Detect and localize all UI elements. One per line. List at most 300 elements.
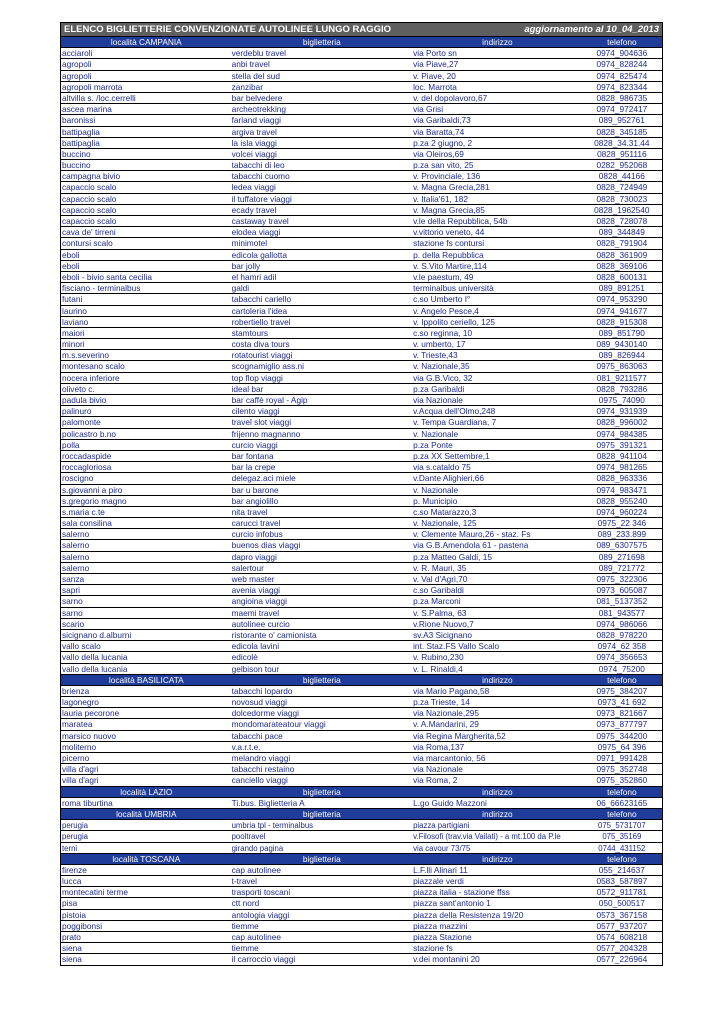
cell-address: via marcantonio, 56 bbox=[413, 753, 486, 763]
cell-phone: 089_952761 bbox=[598, 115, 645, 126]
cell-locality: laviano bbox=[62, 316, 89, 327]
header-locality: località TOSCANA bbox=[112, 853, 181, 864]
cell-locality: s.giovanni a piro bbox=[62, 484, 123, 495]
table-row bbox=[61, 731, 662, 742]
table-row bbox=[61, 417, 662, 428]
cell-phone: 0975_64 396 bbox=[597, 741, 647, 752]
cell-phone: 0744_431152 bbox=[598, 843, 646, 853]
cell-ticket-office: girando pagina bbox=[231, 843, 284, 853]
cell-phone: 089_233.899 bbox=[597, 529, 647, 540]
cell-locality: palomonte bbox=[62, 417, 101, 428]
cell-phone: 06_66623165 bbox=[596, 797, 648, 808]
cell-phone: 0282_952068 bbox=[596, 160, 648, 171]
table-row bbox=[61, 529, 662, 540]
cell-locality: capaccio scalo bbox=[62, 193, 117, 204]
cell-phone: 0577_937207 bbox=[596, 920, 648, 931]
cell-locality: sarno bbox=[62, 607, 83, 618]
cell-address: v. Val d'Agri,70 bbox=[413, 574, 468, 584]
cell-phone: 0573_367158 bbox=[596, 909, 648, 920]
update-date: aggiornamento al 10_04_2013 bbox=[524, 24, 659, 35]
cell-phone: 0974_972417 bbox=[596, 104, 648, 115]
cell-address: via cavour 73/75 bbox=[413, 843, 471, 853]
cell-phone: 0973_41 692 bbox=[597, 697, 647, 708]
cell-ticket-office: bar belvedere bbox=[231, 92, 283, 103]
cell-ticket-office: avenia viaggi bbox=[231, 585, 281, 596]
cell-phone: 0572_911781 bbox=[596, 887, 647, 898]
cell-phone: 050_500517 bbox=[598, 898, 645, 909]
cell-phone: 0974_931939 bbox=[596, 406, 648, 417]
table-row bbox=[61, 384, 662, 395]
header-locality: località UMBRIA bbox=[116, 808, 177, 819]
cell-ticket-office: zanzibar bbox=[231, 81, 263, 92]
cell-address: v. S.Palma, 63 bbox=[413, 607, 467, 618]
cell-address: v. L. Rinaldi,4 bbox=[413, 663, 463, 674]
cell-ticket-office: web master bbox=[231, 574, 275, 584]
cell-ticket-office: robertiello travel bbox=[231, 316, 291, 327]
cell-ticket-office: argiva travel bbox=[231, 126, 277, 137]
cell-phone: 089_9430140 bbox=[596, 339, 648, 350]
table-row bbox=[61, 339, 662, 350]
cell-ticket-office: tiemme bbox=[231, 943, 259, 954]
cell-ticket-office: farland viaggi bbox=[231, 115, 281, 126]
header-locality: località CAMPANIA bbox=[110, 37, 182, 47]
table-row bbox=[61, 910, 662, 921]
cell-locality: m.s.severino bbox=[62, 350, 110, 361]
header-phone: telefono bbox=[607, 808, 637, 819]
cell-ticket-office: il tuffatore viaggi bbox=[231, 193, 292, 204]
cell-phone: 0828_34.31.44 bbox=[594, 137, 650, 148]
cell-ticket-office: stamtours bbox=[231, 327, 269, 338]
cell-ticket-office: bar caffè royal - Agip bbox=[231, 395, 308, 405]
cell-address: p.za Trieste, 14 bbox=[413, 697, 470, 708]
cell-address: p.za 2 giugno, 2 bbox=[413, 137, 473, 148]
table-row bbox=[61, 932, 662, 943]
cell-phone: 081_5137352 bbox=[596, 596, 648, 607]
cell-address: p. Municipio bbox=[413, 495, 458, 506]
cell-locality: battipaglia bbox=[62, 137, 100, 148]
cell-address: v.le della Repubblica, 54b bbox=[413, 216, 508, 226]
table-row bbox=[61, 552, 662, 563]
cell-phone: 0577_204328 bbox=[596, 943, 648, 954]
cell-locality: capaccio scalo bbox=[62, 182, 117, 193]
cell-phone: 0975_384207 bbox=[596, 685, 648, 696]
cell-phone: 0974_953290 bbox=[596, 294, 648, 305]
cell-ticket-office: verdeblu travel bbox=[231, 48, 287, 59]
cell-ticket-office: buenos dias viaggi bbox=[231, 540, 301, 551]
table-row bbox=[61, 507, 662, 518]
cell-address: piazzale verdi bbox=[413, 876, 464, 887]
table-row bbox=[61, 127, 662, 138]
cell-ticket-office: top flop viaggi bbox=[231, 372, 283, 383]
cell-address: piazza Stazione bbox=[413, 932, 472, 942]
cell-locality: buccino bbox=[62, 148, 91, 159]
cell-ticket-office: edicola lavini bbox=[231, 641, 280, 652]
cell-phone: 0828_724949 bbox=[596, 182, 648, 193]
cell-locality: sarno bbox=[62, 596, 83, 607]
cell-locality: agropoli bbox=[62, 59, 92, 70]
cell-ticket-office: canciello viaggi bbox=[231, 775, 288, 786]
table-row bbox=[61, 775, 662, 786]
cell-phone: 0975_863063 bbox=[596, 361, 648, 372]
cell-locality: s.gregorio magno bbox=[62, 495, 127, 506]
cell-address: v.Acqua dell'Olmo,248 bbox=[413, 406, 496, 417]
table-row bbox=[61, 238, 662, 249]
cell-ticket-office: tabacchi di leo bbox=[231, 160, 285, 171]
cell-address: v.Filosofi (trav.via Vailati) - a mt.100 da P.le bbox=[413, 832, 561, 842]
cell-address: p.za Garibaldi bbox=[413, 383, 465, 394]
cell-address: via Oleiros,69 bbox=[413, 148, 464, 159]
cell-locality: padula bivio bbox=[62, 395, 107, 405]
table-row bbox=[61, 898, 662, 909]
cell-ticket-office: angioina viaggi bbox=[231, 596, 287, 607]
cell-locality: roccagloriosa bbox=[62, 462, 112, 473]
table-row bbox=[61, 395, 662, 406]
cell-locality: policastro b.no bbox=[62, 428, 116, 439]
table-row bbox=[61, 630, 662, 641]
table-row bbox=[61, 708, 662, 719]
cell-phone: 0577_226964 bbox=[596, 954, 648, 965]
table-row bbox=[61, 171, 662, 182]
cell-phone: 0574_608218 bbox=[596, 932, 648, 942]
header-phone: telefono bbox=[607, 674, 637, 685]
cell-ticket-office: ideal bar bbox=[231, 383, 264, 394]
cell-phone: 0828_955240 bbox=[596, 495, 648, 506]
cell-address: sv.A3 Sicignano bbox=[413, 629, 472, 640]
cell-address: piazza sant'antonio 1 bbox=[413, 898, 491, 909]
table-row bbox=[61, 865, 662, 876]
table-row bbox=[61, 227, 662, 238]
cell-address: stazione fs contursi bbox=[413, 238, 485, 249]
cell-address: piazza della Resistenza 19/20 bbox=[413, 909, 524, 920]
cell-locality: siena bbox=[62, 954, 82, 965]
header-address: indirizzo bbox=[482, 674, 513, 685]
cell-address: terminalbus università bbox=[413, 283, 494, 294]
cell-address: stazione fs bbox=[413, 943, 453, 954]
cell-address: v.le paestum, 49 bbox=[413, 271, 474, 282]
cell-address: v. Piave, 20 bbox=[413, 70, 456, 81]
table-row bbox=[61, 350, 662, 361]
table-row bbox=[61, 887, 662, 898]
cell-phone: 0974_356653 bbox=[596, 652, 648, 663]
table-row bbox=[61, 798, 662, 809]
cell-ticket-office: volcei viaggi bbox=[231, 148, 277, 159]
cell-locality: salerno bbox=[62, 562, 90, 573]
table-row bbox=[61, 596, 662, 607]
cell-locality: agropoli bbox=[62, 70, 92, 81]
cell-address: v. Italia'61, 182 bbox=[413, 193, 469, 204]
cell-phone: 0974_984385 bbox=[596, 428, 648, 439]
cell-locality: sapri bbox=[62, 585, 80, 596]
cell-phone: 0975_391321 bbox=[596, 439, 648, 450]
cell-phone: 089_826944 bbox=[598, 350, 645, 361]
table-row bbox=[61, 652, 662, 663]
table-row bbox=[61, 664, 662, 675]
cell-ticket-office: tabacchi cariello bbox=[231, 294, 292, 305]
table-row bbox=[61, 843, 662, 854]
cell-ticket-office: tabacchi cuomo bbox=[231, 171, 290, 182]
table-row bbox=[61, 462, 662, 473]
cell-ticket-office: ledea viaggi bbox=[231, 182, 276, 193]
cell-locality: battipaglia bbox=[62, 126, 100, 137]
cell-phone: 0971_991428 bbox=[596, 753, 648, 763]
cell-ticket-office: maemi travel bbox=[231, 607, 280, 618]
cell-address: v. del dopolavoro,67 bbox=[413, 92, 488, 103]
cell-ticket-office: scognamiglio ass.ni bbox=[231, 361, 304, 372]
table-row bbox=[61, 104, 662, 115]
cell-ticket-office: mondomarateatour viaggi bbox=[231, 719, 326, 730]
cell-ticket-office: edicolè bbox=[231, 652, 258, 663]
cell-locality: perugia bbox=[62, 821, 89, 831]
cell-address: via Nazionale bbox=[413, 764, 463, 775]
cell-phone: 089_721772 bbox=[598, 562, 645, 573]
cell-ticket-office: pooltravel bbox=[231, 832, 266, 842]
table-row bbox=[61, 194, 662, 205]
table-row bbox=[61, 518, 662, 529]
cell-address: via Roma,137 bbox=[413, 741, 465, 752]
cell-phone: 0828_345185 bbox=[596, 126, 648, 137]
cell-ticket-office: tabacchi lopardo bbox=[231, 685, 293, 696]
cell-ticket-office: stella del sud bbox=[231, 70, 281, 81]
header-address: indirizzo bbox=[482, 808, 513, 819]
table-row bbox=[61, 160, 662, 171]
cell-ticket-office: curcio infobus bbox=[231, 529, 283, 540]
cell-phone: 0973_605087 bbox=[596, 585, 648, 596]
cell-address: p.za san vito, 25 bbox=[413, 160, 474, 171]
cell-phone: 0974_941677 bbox=[596, 305, 648, 316]
section-header bbox=[61, 37, 662, 48]
cell-address: v.Dante Alighieri,66 bbox=[413, 473, 484, 484]
cell-locality: sala consilina bbox=[62, 518, 112, 529]
table-row bbox=[61, 93, 662, 104]
table-row bbox=[61, 429, 662, 440]
cell-locality: roscigno bbox=[62, 473, 94, 484]
table-row bbox=[61, 641, 662, 652]
cell-phone: 0828_728078 bbox=[596, 216, 648, 226]
cell-address: c.so Matarazzo,3 bbox=[413, 506, 477, 517]
cell-locality: montecatini terme bbox=[62, 887, 128, 898]
table-row bbox=[61, 216, 662, 227]
header-ticket-office: biglietteria bbox=[302, 853, 341, 864]
cell-locality: cava de' tirreni bbox=[62, 227, 116, 238]
section-header bbox=[61, 675, 662, 686]
cell-phone: 089_891251 bbox=[598, 283, 645, 294]
cell-address: v.vittorio veneto, 44 bbox=[413, 227, 485, 238]
cell-locality: eboli - bivio santa cecilia bbox=[62, 271, 152, 282]
cell-phone: 0974_823344 bbox=[596, 81, 648, 92]
cell-ticket-office: tiemme bbox=[231, 920, 259, 931]
cell-address: v. Rubino,230 bbox=[413, 652, 464, 663]
header-ticket-office: biglietteria bbox=[302, 786, 341, 797]
cell-locality: nocera inferiore bbox=[62, 372, 120, 383]
cell-locality: siena bbox=[62, 943, 82, 954]
cell-address: v. Tempa Guardiana, 7 bbox=[413, 417, 497, 428]
cell-ticket-office: la isla viaggi bbox=[231, 137, 277, 148]
cell-ticket-office: archeotrekking bbox=[231, 104, 287, 115]
table-row bbox=[61, 182, 662, 193]
table-row bbox=[61, 954, 662, 965]
cell-locality: buccino bbox=[62, 160, 91, 171]
cell-phone: 0828_791904 bbox=[596, 238, 648, 249]
cell-locality: palinuro bbox=[62, 406, 92, 417]
cell-phone: 0828_793286 bbox=[596, 383, 648, 394]
cell-locality: lagonegro bbox=[62, 697, 99, 708]
cell-phone: 0828_941104 bbox=[596, 450, 647, 461]
cell-locality: minori bbox=[62, 339, 85, 350]
cell-phone: 075_5731707 bbox=[597, 821, 646, 831]
cell-address: p.za XX Settembre,1 bbox=[413, 450, 490, 461]
cell-address: L.F.lli Alinari 11 bbox=[413, 864, 468, 875]
table-row bbox=[61, 831, 662, 842]
cell-phone: 0828_951116 bbox=[597, 148, 647, 159]
cell-address: v.dei montanini 20 bbox=[413, 954, 480, 965]
cell-locality: futani bbox=[62, 294, 83, 305]
cell-locality: pisa bbox=[62, 898, 78, 909]
cell-ticket-office: il carroccio viaggi bbox=[231, 954, 296, 965]
cell-phone: 089_851790 bbox=[598, 327, 645, 338]
cell-ticket-office: ctt nord bbox=[231, 898, 260, 909]
cell-ticket-office: bar jolly bbox=[231, 260, 261, 271]
cell-ticket-office: delegaz.aci miele bbox=[231, 473, 296, 484]
cell-address: v.Rione Nuovo,7 bbox=[413, 618, 474, 629]
cell-locality: terni bbox=[62, 843, 78, 853]
table-row bbox=[61, 921, 662, 932]
section-header bbox=[61, 787, 662, 798]
cell-phone: 0974_981265 bbox=[596, 462, 648, 473]
cell-ticket-office: tabacchi restaino bbox=[231, 764, 295, 775]
cell-address: v. Magna Grecia,85 bbox=[413, 204, 485, 215]
cell-ticket-office: antologia viaggi bbox=[231, 909, 290, 920]
header-address: indirizzo bbox=[482, 853, 513, 864]
header-ticket-office: biglietteria bbox=[302, 674, 341, 685]
cell-ticket-office: carucci travel bbox=[231, 518, 281, 529]
table-row bbox=[61, 608, 662, 619]
cell-address: p.za Marconi bbox=[413, 596, 461, 607]
cell-locality: campagna bivio bbox=[62, 171, 121, 182]
cell-address: via Mario Pagano,58 bbox=[413, 685, 490, 696]
cell-ticket-office: travel slot viaggi bbox=[231, 417, 292, 428]
cell-locality: montesano scalo bbox=[62, 361, 125, 372]
cell-address: piazza mazzini bbox=[413, 920, 468, 931]
cell-ticket-office: t-travel bbox=[231, 876, 257, 887]
cell-phone: 0828_963336 bbox=[596, 473, 648, 484]
cell-address: via Grisi bbox=[413, 104, 444, 115]
cell-phone: 075_35169 bbox=[602, 832, 642, 842]
cell-locality: perugia bbox=[62, 832, 89, 842]
table-row bbox=[61, 540, 662, 551]
table-row bbox=[61, 306, 662, 317]
cell-locality: roccadaspide bbox=[62, 450, 112, 461]
table-row bbox=[61, 317, 662, 328]
cell-phone: 0828_369106 bbox=[596, 260, 648, 271]
cell-ticket-office: minimotel bbox=[231, 238, 268, 249]
cell-locality: villa d'agri bbox=[62, 764, 99, 775]
cell-phone: 0973_877797 bbox=[596, 719, 648, 730]
cell-address: v. Ippolito ceriello, 125 bbox=[413, 316, 496, 327]
cell-phone: 0974_828244 bbox=[596, 59, 648, 70]
cell-ticket-office: cap autolinee bbox=[231, 864, 281, 875]
header-locality: località LAZIO bbox=[120, 786, 173, 797]
cell-phone: 0974_960224 bbox=[596, 506, 648, 517]
cell-ticket-office: rotatourist viaggi bbox=[231, 350, 293, 361]
table-row bbox=[61, 361, 662, 372]
table-row bbox=[61, 328, 662, 339]
cell-ticket-office: cap autolinee bbox=[231, 932, 281, 942]
cell-locality: villa d'agri bbox=[62, 775, 99, 786]
cell-locality: lucca bbox=[62, 876, 82, 887]
cell-locality: brienza bbox=[62, 685, 90, 696]
cell-ticket-office: costa diva tours bbox=[231, 339, 290, 350]
cell-phone: 081_9211577 bbox=[596, 372, 647, 383]
cell-locality: contursi scalo bbox=[62, 238, 113, 249]
cell-phone: 089_271698 bbox=[598, 551, 645, 562]
cell-address: v. Provinciale, 136 bbox=[413, 171, 481, 182]
cell-ticket-office: ecady travel bbox=[231, 204, 277, 215]
cell-locality: ascea marina bbox=[62, 104, 112, 115]
cell-locality: fisciano - terminalbus bbox=[62, 283, 141, 294]
cell-address: p. della Repubblica bbox=[413, 249, 484, 260]
table-row bbox=[61, 205, 662, 216]
cell-ticket-office: novosud viaggi bbox=[231, 697, 287, 708]
cell-phone: 0828_361909 bbox=[596, 249, 648, 260]
cell-ticket-office: bar fontana bbox=[231, 450, 274, 461]
table-row bbox=[61, 742, 662, 753]
cell-address: via G.B.Vico, 32 bbox=[413, 372, 473, 383]
cell-locality: vallo della lucania bbox=[62, 663, 128, 674]
cell-ticket-office: bar la crepe bbox=[231, 462, 276, 473]
table-row bbox=[61, 697, 662, 708]
table-row bbox=[61, 149, 662, 160]
sheet-title-bar bbox=[60, 22, 663, 37]
cell-phone: 0975_352748 bbox=[596, 764, 648, 775]
cell-locality: sicignano d.alburni bbox=[62, 629, 132, 640]
header-address: indirizzo bbox=[482, 37, 513, 47]
section-header bbox=[61, 854, 662, 865]
table-row bbox=[61, 59, 662, 70]
table-row bbox=[61, 753, 662, 764]
cell-locality: eboli bbox=[62, 249, 80, 260]
cell-address: via Piave,27 bbox=[413, 59, 459, 70]
cell-phone: 0828_996002 bbox=[596, 417, 648, 428]
cell-ticket-office: trasporti toscani bbox=[231, 887, 291, 898]
header-phone: telefono bbox=[607, 37, 637, 47]
cell-address: v. S.Vito Martire,114 bbox=[413, 260, 487, 271]
header-ticket-office: biglietteria bbox=[302, 37, 341, 47]
cell-locality: eboli bbox=[62, 260, 80, 271]
cell-address: c.so Garibaldi bbox=[413, 585, 464, 596]
cell-ticket-office: tabacchi pace bbox=[231, 730, 283, 741]
cell-locality: firenze bbox=[62, 864, 87, 875]
ticket-office-table bbox=[60, 37, 663, 966]
cell-ticket-office: frijenno magnanno bbox=[231, 428, 301, 439]
cell-address: loc. Marrota bbox=[413, 81, 457, 92]
table-row bbox=[61, 485, 662, 496]
cell-locality: acciaroli bbox=[62, 48, 93, 59]
cell-locality: s.maria c.te bbox=[62, 506, 105, 517]
cell-ticket-office: edicola gallotta bbox=[231, 249, 287, 260]
cell-ticket-office: autolinee curcio bbox=[231, 618, 290, 629]
cell-locality: roma tiburtina bbox=[62, 797, 113, 808]
cell-ticket-office: v.a.r.t.e. bbox=[231, 741, 261, 752]
cell-locality: salerno bbox=[62, 540, 90, 551]
cell-address: via Baratta,74 bbox=[413, 126, 465, 137]
cell-phone: 0974_825474 bbox=[596, 70, 648, 81]
cell-locality: moliterno bbox=[62, 741, 97, 752]
cell-address: via Nazionale bbox=[413, 395, 463, 405]
cell-locality: sanza bbox=[62, 574, 85, 584]
cell-phone: 0828_986735 bbox=[596, 92, 648, 103]
cell-address: via Porto sn bbox=[413, 48, 457, 59]
cell-address: p.za Matteo Galdi, 15 bbox=[413, 551, 492, 562]
